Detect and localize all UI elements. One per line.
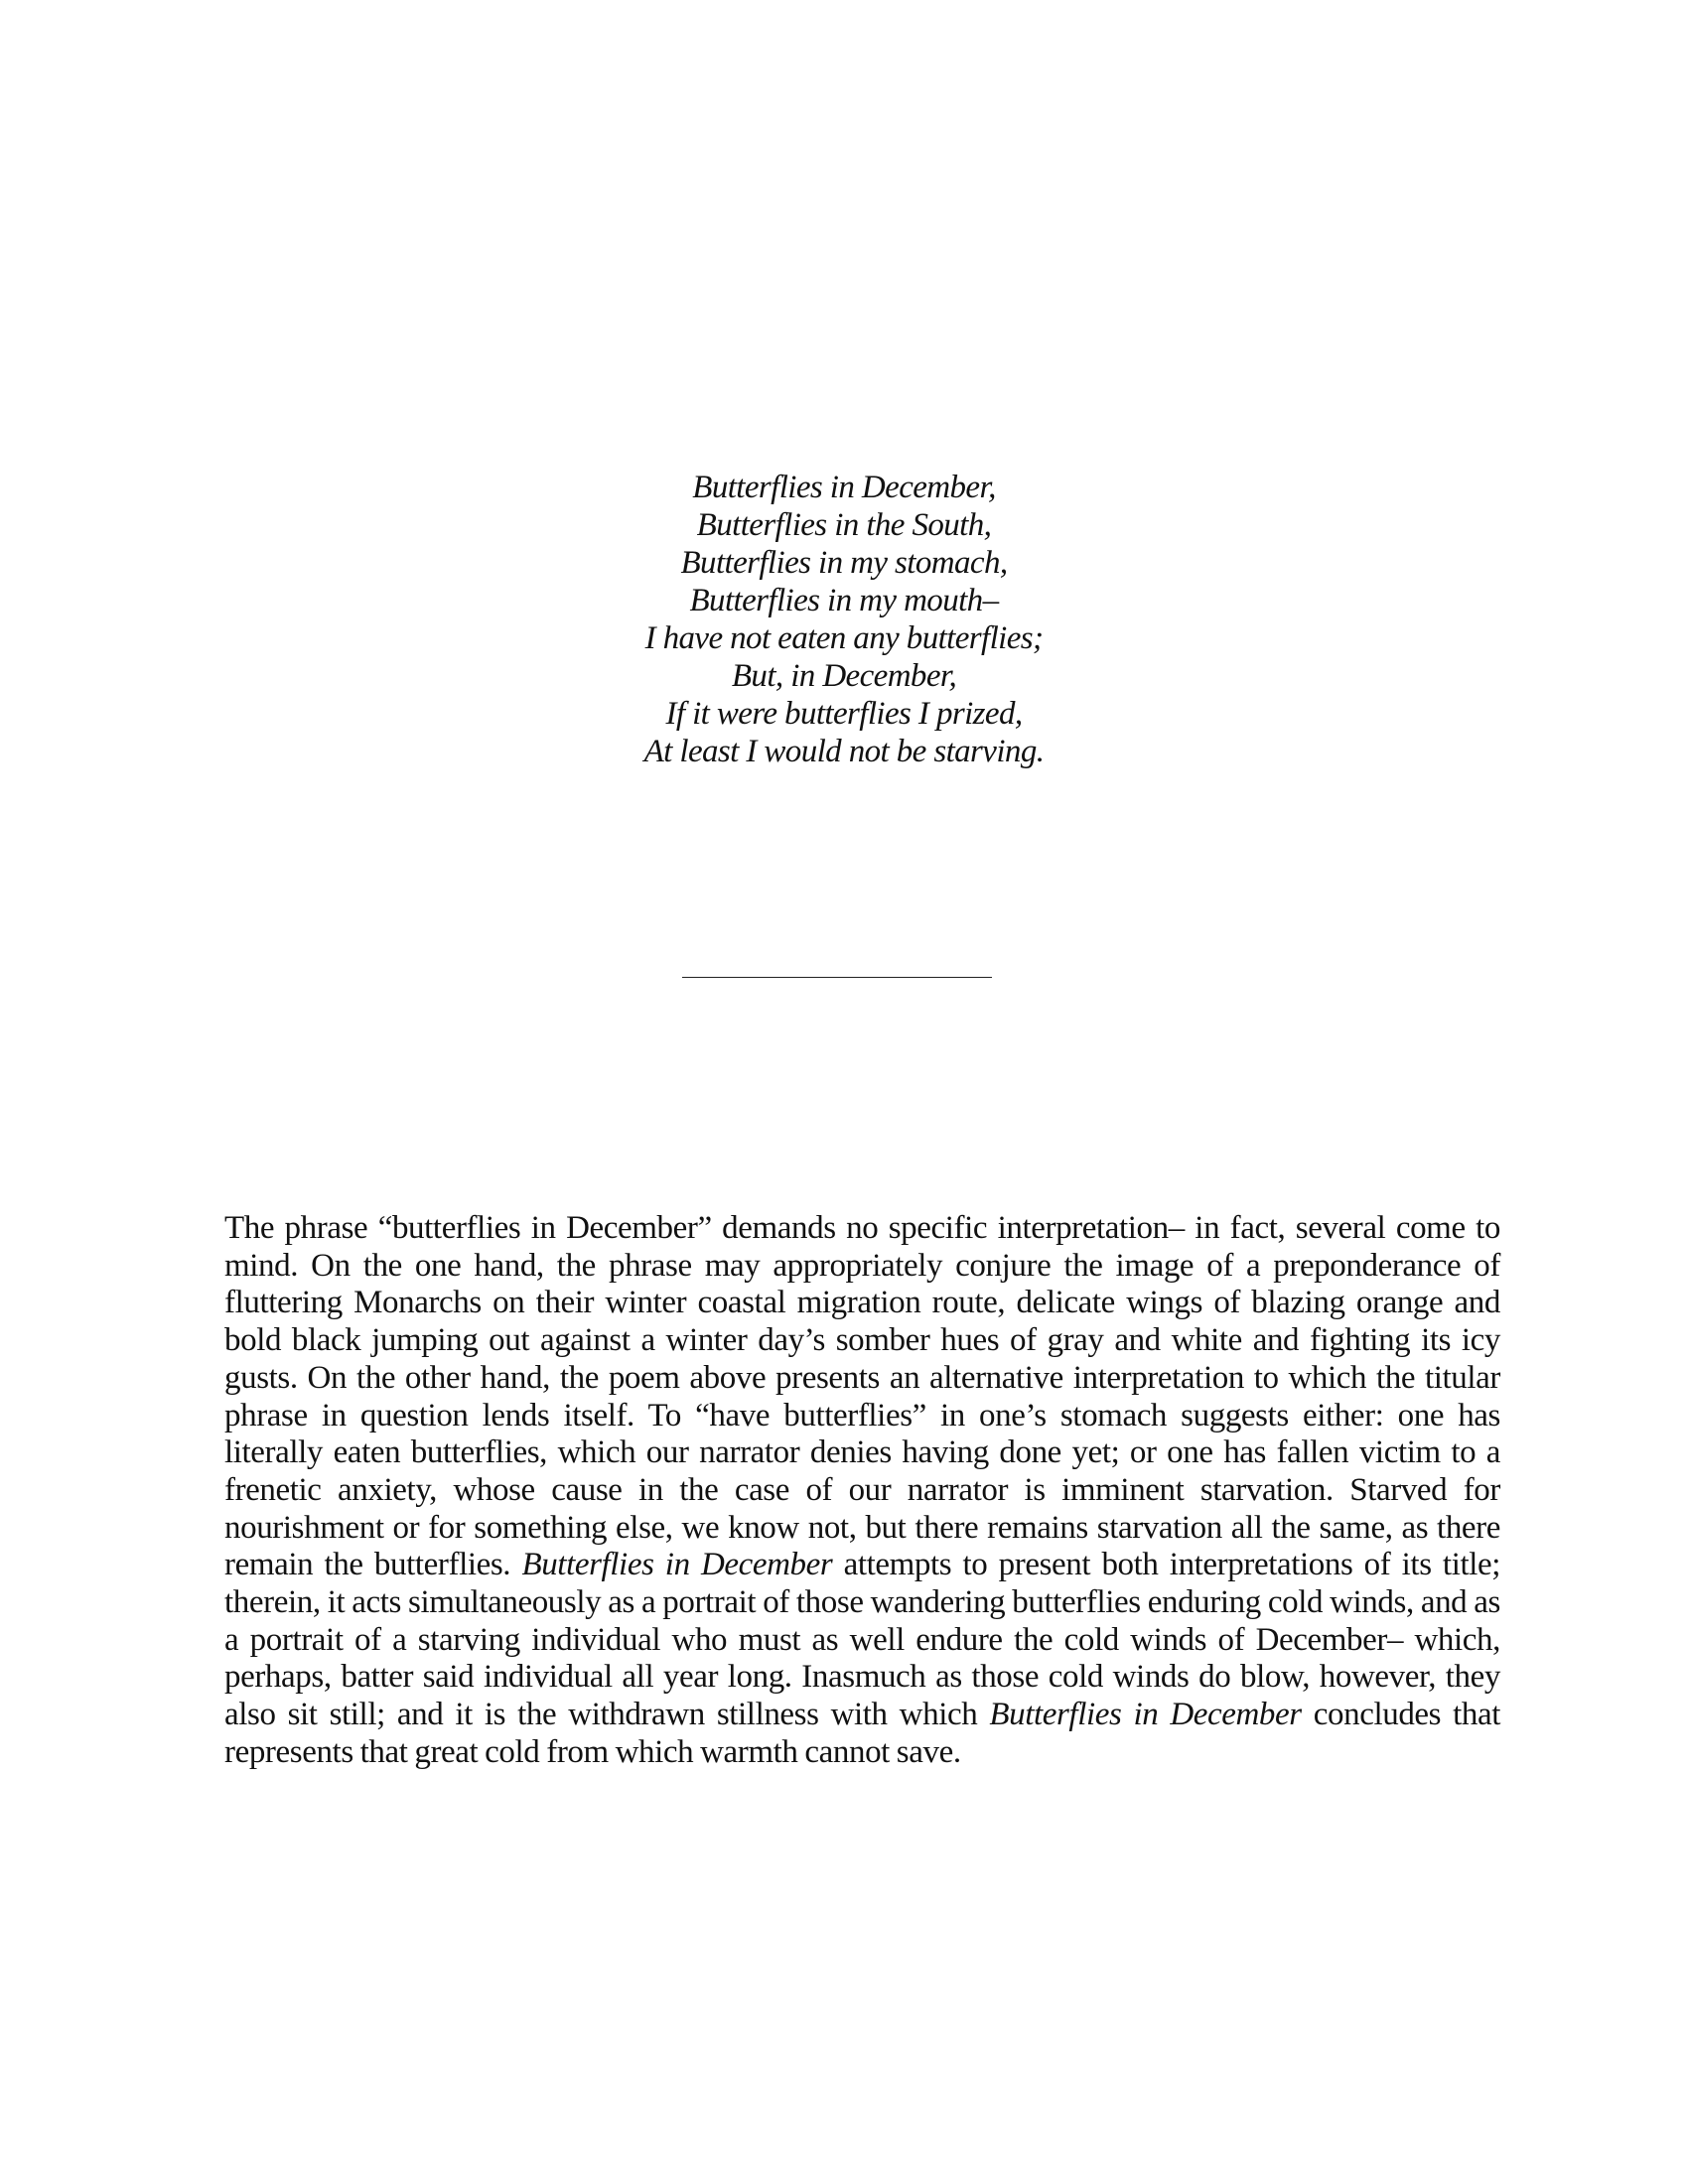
poem xyxy=(0,469,1688,770)
essay-text-part1: The phrase “butterflies in December” demands no specific interpretation– in fact, several come to mind. On the one hand, the phrase may appropriately conjure the image of a preponderance of fluttering Monarchs on their winter coastal migration route, delicate wings of blazing orange and bold black jumping out against a winter day’s somber hues of gray and white and fighting its icy gusts. On the other hand, the poem above presents an alternative interpretation to which the titular phrase in question lends itself. To “have butterflies” in one’s stomach suggests either: one has literally eaten butterflies, which our narrator denies having done yet; or one has fallen victim to a frenetic anxiety, whose cause in the case of our narrator is imminent starvation. Starved for nourishment or for something else, we know not, but there remains starvation all the same, as there remain the butterflies. xyxy=(224,1210,1500,1583)
essay-title-reference: Butterflies in December xyxy=(521,1547,833,1583)
poem-line: Butterflies in my stomach, xyxy=(680,545,1008,581)
essay-text-part2: attempts to present both interpretations of its title; therein, it acts simultaneously as a portrait of those wandering butterflies enduring cold winds, and as a portrait of a starving individual who must as well endure the cold winds of December– which, perhaps, batter said individual all year long. Inasmuch as those cold winds do blow, however, they also sit still; and it is the withdrawn stillness with which xyxy=(224,1547,1501,1733)
poem-line: I have not eaten any butterflies; xyxy=(644,620,1044,656)
essay-text-part3: concludes that represents that great cold from which warmth cannot save. xyxy=(224,1697,1501,1770)
poem-line: If it were butterflies I prized, xyxy=(665,696,1023,732)
essay-paragraph xyxy=(224,1210,1500,1772)
poem-line: Butterflies in the South, xyxy=(696,507,992,543)
poem-line: At least I would not be starving. xyxy=(643,734,1045,769)
poem-line: Butterflies in December, xyxy=(692,470,996,505)
section-divider xyxy=(682,977,992,978)
poem-line: But, in December, xyxy=(731,658,957,694)
poem-line: Butterflies in my mouth– xyxy=(689,583,999,618)
essay-title-reference: Butterflies in December xyxy=(989,1697,1302,1733)
